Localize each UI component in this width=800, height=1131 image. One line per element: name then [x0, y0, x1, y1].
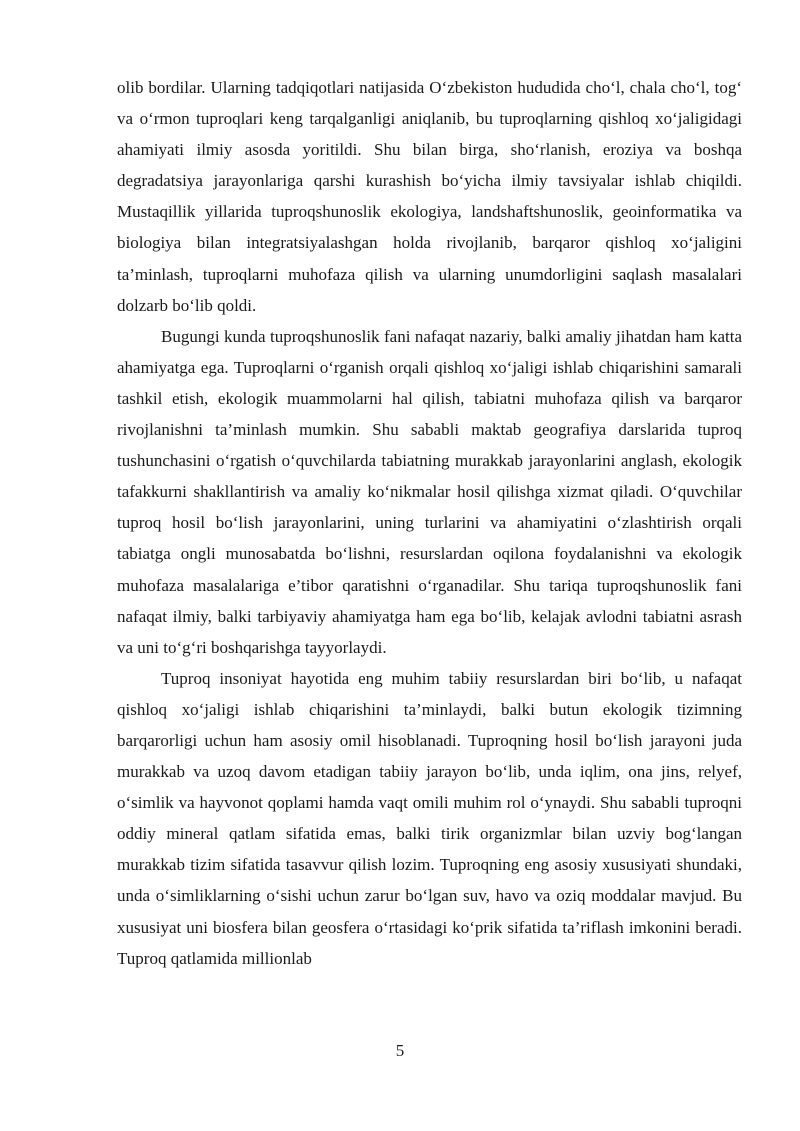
- page-number: 5: [395, 1041, 405, 1060]
- paragraph-soil-science-importance: Bugungi kunda tuproqshunoslik fani nafaqat nazariy, balki amaliy jihatdan ham katta ahamiyatga ega. Tuproqlarni o‘rganish orqali qishloq xo‘jaligi ishlab chiqarishini samarali tashkil etish, ekologik muammolarni hal qilish, tabiatni muhofaza qilish va barqaror rivojlanishni ta’minlash mumkin. Shu sababli maktab geografiya darslarida tuproq tushunchasini o‘rgatish o‘quvchilarda tabiatning murakkab jarayonlarini anglash, ekologik tafakkurni shakllantirish va amaliy ko‘nikmalar hosil qilishga xizmat qiladi. O‘quvchilar tuproq hosil bo‘lish jarayonlarini, uning turlarini va ahamiyatini o‘zlashtirish orqali tabiatga ongli munosabatda bo‘lishni, resurslardan oqilona foydalanishni va ekologik muhofaza masalalariga e’tibor qaratishni o‘rganadilar. Shu tariqa tuproqshunoslik fani nafaqat ilmiy, balki tarbiyaviy ahamiyatga ham ega bo‘lib, kelajak avlodni tabiatni asrash va uni to‘g‘ri boshqarishga tayyorlaydi.: [117, 326, 742, 657]
- body-text: [117, 72, 742, 974]
- paragraph-soil-resource: Tuproq insoniyat hayotida eng muhim tabiiy resurslardan biri bo‘lib, u nafaqat qishloq xo‘jaligi ishlab chiqarishini ta’minlaydi, balki butun ekologik tizimning barqarorligi uchun ham asosiy omil hisoblanadi. Tuproqning hosil bo‘lish jarayoni juda murakkab va uzoq davom etadigan tabiiy jarayon bo‘lib, unda iqlim, ona jins, relyef, o‘simlik va hayvonot qoplami hamda vaqt omili muhim rol o‘ynaydi. Shu sababli tuproqni oddiy mineral qatlam sifatida emas, balki tirik organizmlar bilan uzviy bog‘langan murakkab tizim sifatida tasavvur qilish lozim. Tuproqning eng asosiy xususiyati shundaki, unda o‘simliklarning o‘sishi uchun zarur bo‘lgan suv, havo va oziq moddalar mavjud. Bu xususiyat uni biosfera bilan geosfera o‘rtasidagi ko‘prik sifatida ta’riflash imkonini beradi. Tuproq qatlamida millionlab: [117, 668, 742, 968]
- paragraph-continuation: olib bordilar. Ularning tadqiqotlari natijasida O‘zbekiston hududida cho‘l, chala cho‘l, tog‘ va o‘rmon tuproqlari keng tarqalganligi aniqlanib, bu tuproqlarning qishloq xo‘jaligidagi ahamiyati ilmiy asosda yoritildi. Shu bilan birga, sho‘rlanish, eroziya va boshqa degradatsiya jarayonlariga qarshi kurashish bo‘yicha ilmiy tavsiyalar ishlab chiqildi. Mustaqillik yillarida tuproqshunoslik ekologiya, landshaftshunoslik, geoinformatika va biologiya bilan integratsiyalashgan holda rivojlanib, barqaror qishloq xo‘jaligini ta’minlash, tuproqlarni muhofaza qilish va ularning unumdorligini saqlash masalalari dolzarb bo‘lib qoldi.: [117, 78, 742, 315]
